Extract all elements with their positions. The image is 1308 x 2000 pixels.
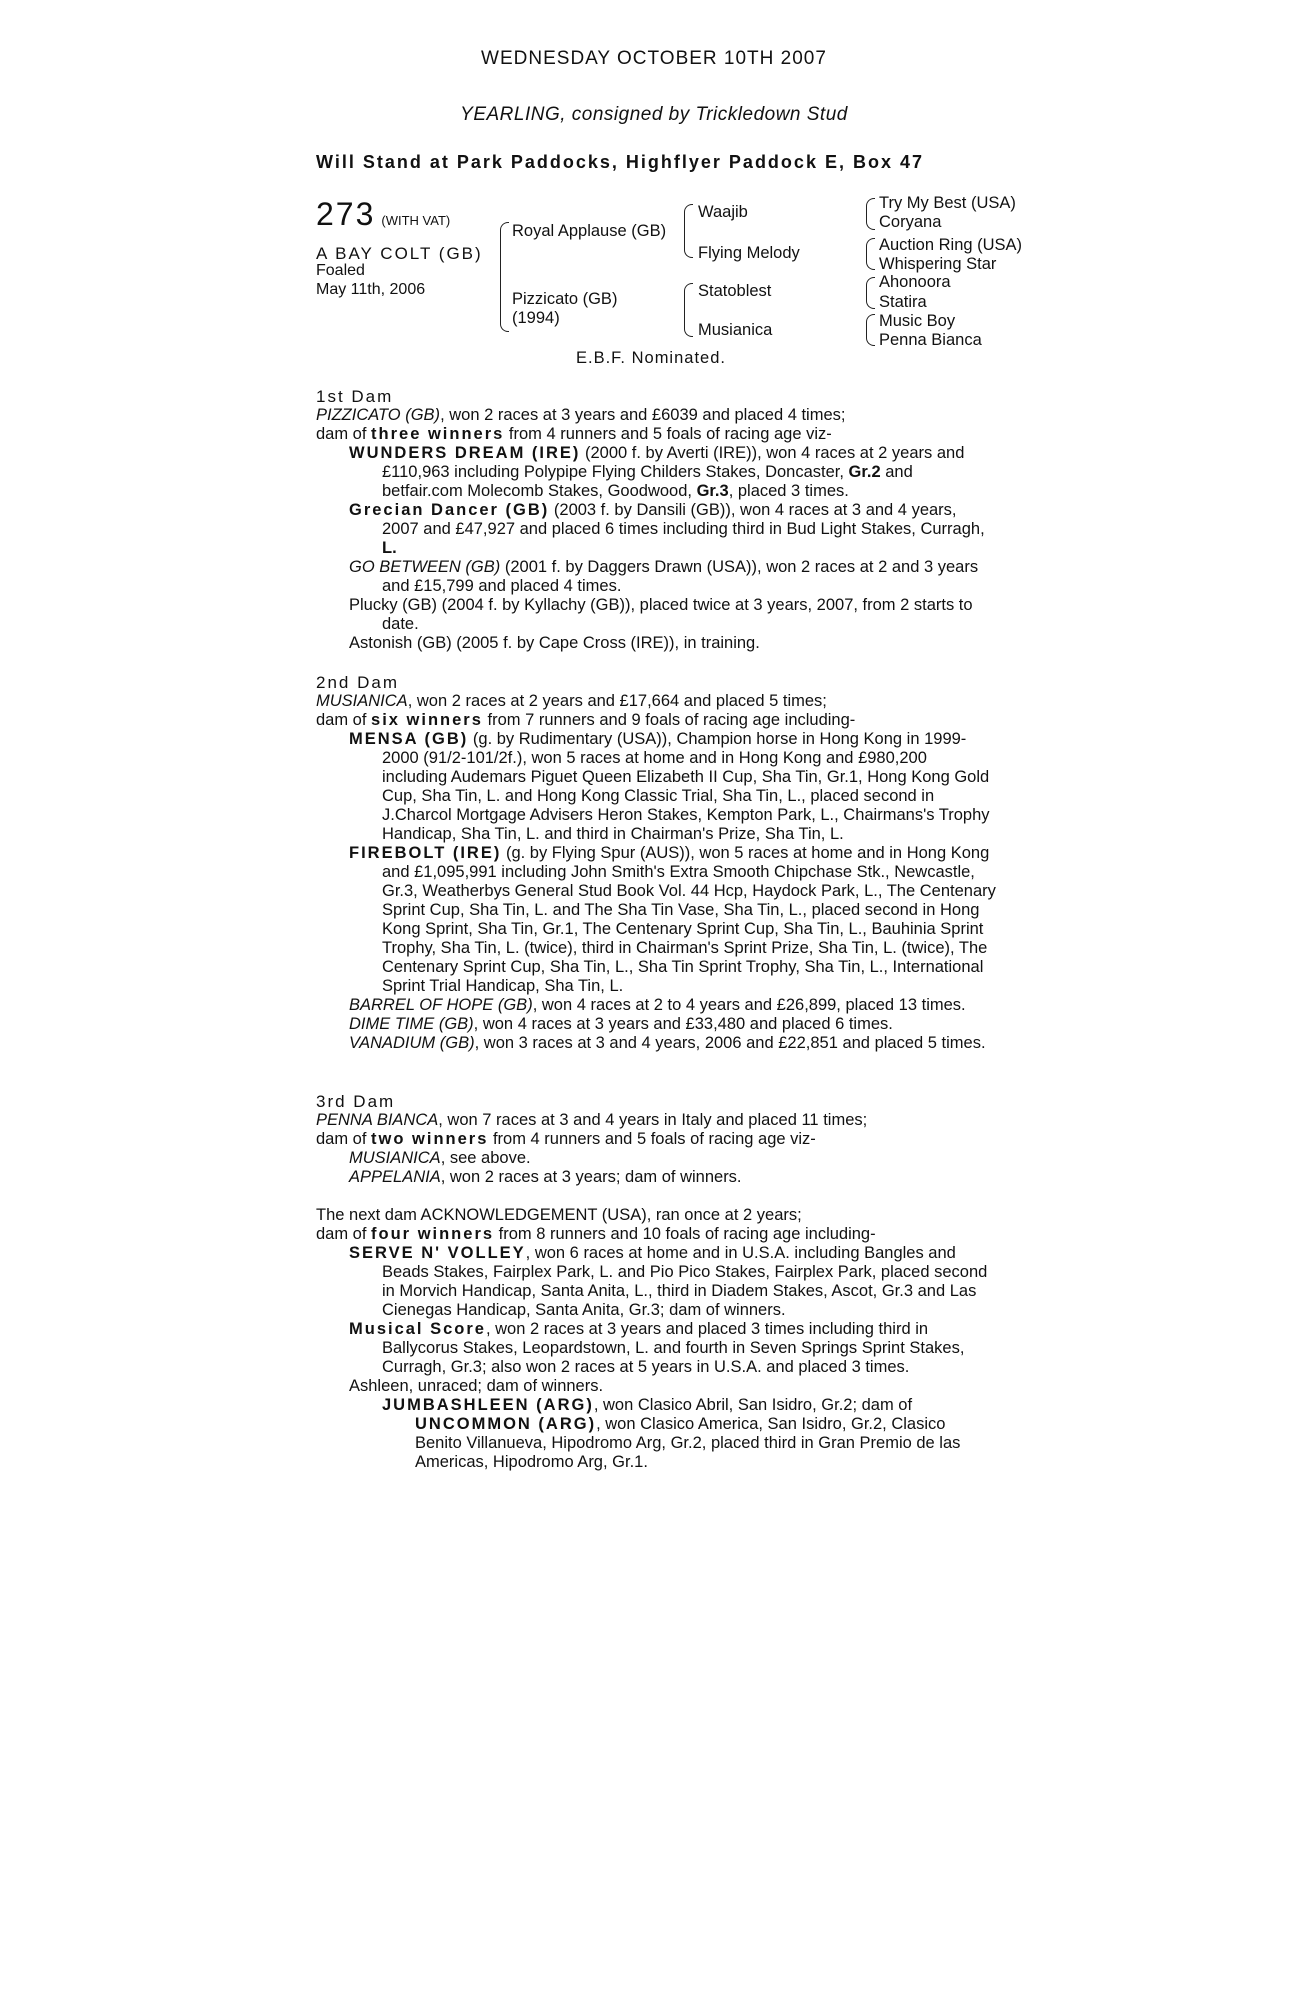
produce-name: GO BETWEEN (GB) <box>349 558 501 576</box>
produce-name: JUMBASHLEEN (ARG) <box>382 1396 594 1414</box>
produce-entry <box>316 844 996 996</box>
produce-name: FIREBOLT (IRE) <box>349 844 502 862</box>
produce-entry <box>316 1320 996 1377</box>
produce-name: UNCOMMON (ARG) <box>415 1415 597 1433</box>
first-dam-record: , won 2 races at 3 years and £6039 and placed 4 times; <box>440 406 846 424</box>
pedigree-g8: Penna Bianca <box>879 331 982 349</box>
second-dam-winners-count: six winners <box>371 711 483 729</box>
lot-number-block <box>316 196 450 233</box>
pedigree-brace-g34 <box>866 238 875 270</box>
foaled-label: Foaled <box>316 262 365 279</box>
third-dam-section <box>316 1092 996 1187</box>
produce-name: Grecian Dancer (GB) <box>349 501 550 519</box>
third-dam-name: PENNA BIANCA <box>316 1111 439 1129</box>
vat-note: (WITH VAT) <box>381 213 451 228</box>
produce-entry: Plucky (GB) (2004 f. by Kyllachy (GB)), placed twice at 3 years, 2007, from 2 starts to date. <box>349 596 973 633</box>
pedigree-dam-year: (1994) <box>512 309 560 327</box>
ebf-note: E.B.F. Nominated. <box>576 349 726 367</box>
produce-entry <box>316 501 996 558</box>
produce-entry <box>316 1244 996 1320</box>
pedigree-g1: Try My Best (USA) <box>879 194 1016 212</box>
produce-text: , placed 3 times. <box>728 482 849 500</box>
race-grade: Gr.2 <box>848 463 881 481</box>
first-dam-name: PIZZICATO (GB) <box>316 406 441 424</box>
second-dam-produce-prefix: dam of <box>316 711 372 729</box>
produce-name: MUSIANICA <box>349 1149 441 1167</box>
race-grade: L. <box>382 539 397 557</box>
pedigree-g6: Statira <box>879 293 927 311</box>
produce-text: , see above. <box>440 1149 531 1167</box>
produce-name: BARREL OF HOPE (GB) <box>349 996 533 1014</box>
pedigree-brace-g12 <box>866 198 875 230</box>
second-dam-heading: 2nd Dam <box>316 673 399 692</box>
pedigree-sire-dam: Flying Melody <box>698 244 800 262</box>
first-dam-produce-suffix: from 4 runners and 5 foals of racing age viz- <box>504 425 832 443</box>
pedigree-brace-dam <box>684 283 693 337</box>
produce-text: (g. by Flying Spur (AUS)), won 5 races at home and in Hong Kong and £1,095,991 including John Smith's Extra Smooth Chipchase Stk., Newcastle, Gr.3, Weatherbys General Stud Book Vol. 44 Hcp, Haydock Park, L., The Centenary Sprint Cup, Sha Tin, L. and The Sha Tin Vase, Sha Tin, L., placed second in Hong Kong Sprint, Sha Tin, Gr.1, The Centenary Sprint Cup, Sha Tin, L., Bauhinia Sprint Trophy, Sha Tin, L. (twice), third in Chairman's Sprint Prize, Sha Tin, L. (twice), The Centenary Sprint Cup, Sha Tin, L., Sha Tin Sprint Trophy, Sha Tin, L., International Sprint Trial Handicap, Sha Tin, L. <box>382 844 996 995</box>
third-dam-produce-suffix: from 4 runners and 5 foals of racing age viz- <box>488 1130 816 1148</box>
next-dam-winners-count: four winners <box>371 1225 495 1243</box>
sale-date: WEDNESDAY OCTOBER 10TH 2007 <box>481 48 827 69</box>
produce-name: Musical Score <box>349 1320 486 1338</box>
second-dam-record: , won 2 races at 2 years and £17,664 and placed 5 times; <box>407 692 827 710</box>
pedigree-g3: Auction Ring (USA) <box>879 236 1023 254</box>
third-dam-record: , won 7 races at 3 and 4 years in Italy and placed 11 times; <box>438 1111 868 1129</box>
next-dam-line: The next dam ACKNOWLEDGEMENT (USA), ran once at 2 years; <box>316 1206 802 1224</box>
produce-text: (2001 f. by Daggers Drawn (USA)), won 2 races at 2 and 3 years and £15,799 and placed 4 times. <box>382 558 979 595</box>
produce-name: DIME TIME (GB) <box>349 1015 474 1033</box>
second-dam-name: MUSIANICA <box>316 692 408 710</box>
pedigree-dam: Pizzicato (GB) <box>512 290 618 308</box>
next-dam-produce-suffix: from 8 runners and 10 foals of racing age including- <box>494 1225 876 1243</box>
third-dam-heading: 3rd Dam <box>316 1092 396 1111</box>
pedigree-brace-g56 <box>866 277 875 309</box>
produce-entry <box>316 558 996 596</box>
pedigree-brace-main <box>500 222 509 332</box>
first-dam-section <box>316 387 996 653</box>
produce-text: , won 4 races at 3 years and £33,480 and placed 6 times. <box>473 1015 893 1033</box>
next-dam-produce-prefix: dam of <box>316 1225 372 1243</box>
produce-name: VANADIUM (GB) <box>349 1034 475 1052</box>
produce-entry <box>316 1015 996 1034</box>
third-dam-produce-prefix: dam of <box>316 1130 372 1148</box>
produce-text: , won 3 races at 3 and 4 years, 2006 and £22,851 and placed 5 times. <box>474 1034 986 1052</box>
foaled-date: May 11th, 2006 <box>316 281 426 298</box>
stand-location: Will Stand at Park Paddocks, Highflyer Paddock E, Box 47 <box>316 152 924 172</box>
produce-entry <box>316 1396 996 1472</box>
produce-entry: Astonish (GB) (2005 f. by Cape Cross (IRE)), in training. <box>349 634 760 652</box>
first-dam-produce-prefix: dam of <box>316 425 372 443</box>
produce-text: and betfair.com Molecomb Stakes, Goodwood, <box>382 463 913 500</box>
produce-entry <box>316 1034 996 1053</box>
first-dam-winners-count: three winners <box>371 425 505 443</box>
pedigree-g2: Coryana <box>879 213 942 231</box>
first-dam-heading: 1st Dam <box>316 387 394 406</box>
pedigree-sire-sire: Waajib <box>698 203 748 221</box>
produce-entry <box>316 1149 996 1168</box>
pedigree-g4: Whispering Star <box>879 255 997 273</box>
produce-entry: Ashleen, unraced; dam of winners. <box>349 1377 604 1395</box>
pedigree-brace-g78 <box>866 314 875 346</box>
pedigree-brace-sire <box>684 204 693 258</box>
pedigree-dam-dam: Musianica <box>698 321 773 339</box>
pedigree-g5: Ahonoora <box>879 273 951 291</box>
produce-entry <box>316 730 996 844</box>
pedigree-dam-sire: Statoblest <box>698 282 772 300</box>
produce-text: , won 2 races at 3 years and placed 3 times including third in Ballycorus Stakes, Leopardstown, L. and fourth in Seven Springs Sprint Stakes, Curragh, Gr.3; also won 2 races at 5 years in U.S.A. and placed 3 times. <box>382 1320 965 1376</box>
produce-text: , won Clasico Abril, San Isidro, Gr.2; dam of <box>593 1396 913 1414</box>
produce-entry <box>316 444 996 501</box>
lot-number: 273 <box>316 196 376 232</box>
next-dam-section <box>316 1206 996 1472</box>
second-dam-section <box>316 673 996 1053</box>
produce-text: , won 2 races at 3 years; dam of winners. <box>440 1168 742 1186</box>
produce-text: , won 6 races at home and in U.S.A. including Bangles and Beads Stakes, Fairplex Park, L. and Pio Pico Stakes, Fairplex Park, placed second in Morvich Handicap, Santa Anita, L., third in Diadem Stakes, Ascot, Gr.3 and Las Cienegas Handicap, Santa Anita, Gr.3; dam of winners. <box>382 1244 988 1319</box>
second-dam-produce-suffix: from 7 runners and 9 foals of racing age including- <box>482 711 856 729</box>
produce-text: (g. by Rudimentary (USA)), Champion horse in Hong Kong in 1999-2000 (91/2-101/2f.), won 5 races at home and in Hong Kong and £980,200 including Audemars Piguet Queen Elizabeth II Cup, Sha Tin, Gr.1, Hong Kong Gold Cup, Sha Tin, L. and Hong Kong Classic Trial, Sha Tin, L., placed second in J.Charcol Mortgage Advisers Heron Stakes, Kempton Park, L., Chairmans's Trophy Handicap, Sha Tin, L. and third in Chairman's Prize, Sha Tin, L. <box>382 730 990 843</box>
produce-name: SERVE N' VOLLEY <box>349 1244 526 1262</box>
produce-name: WUNDERS DREAM (IRE) <box>349 444 581 462</box>
produce-text: , won 4 races at 2 to 4 years and £26,899, placed 13 times. <box>532 996 966 1014</box>
produce-name: MENSA (GB) <box>349 730 469 748</box>
race-grade: Gr.3 <box>696 482 729 500</box>
produce-text: , won Clasico America, San Isidro, Gr.2, Clasico Benito Villanueva, Hipodromo Arg, Gr.2, placed third in Gran Premio de las Americas, Hipodromo Arg, Gr.1. <box>415 1415 961 1471</box>
lot-description: A BAY COLT (GB) <box>316 244 483 263</box>
produce-text: (2000 f. by Averti (IRE)), won 4 races at 2 years and £110,963 including Polypipe Flying Childers Stakes, Doncaster, <box>382 444 965 481</box>
consignor-line: YEARLING, consigned by Trickledown Stud <box>460 104 848 125</box>
produce-name: APPELANIA <box>349 1168 441 1186</box>
produce-entry <box>316 996 996 1015</box>
produce-entry <box>316 1168 996 1187</box>
pedigree-g7: Music Boy <box>879 312 956 330</box>
produce-text: (2003 f. by Dansili (GB)), won 4 races at 3 and 4 years, 2007 and £47,927 and placed 6 times including third in Bud Light Stakes, Curragh, <box>382 501 985 538</box>
third-dam-winners-count: two winners <box>371 1130 489 1148</box>
pedigree-sire: Royal Applause (GB) <box>512 222 667 240</box>
